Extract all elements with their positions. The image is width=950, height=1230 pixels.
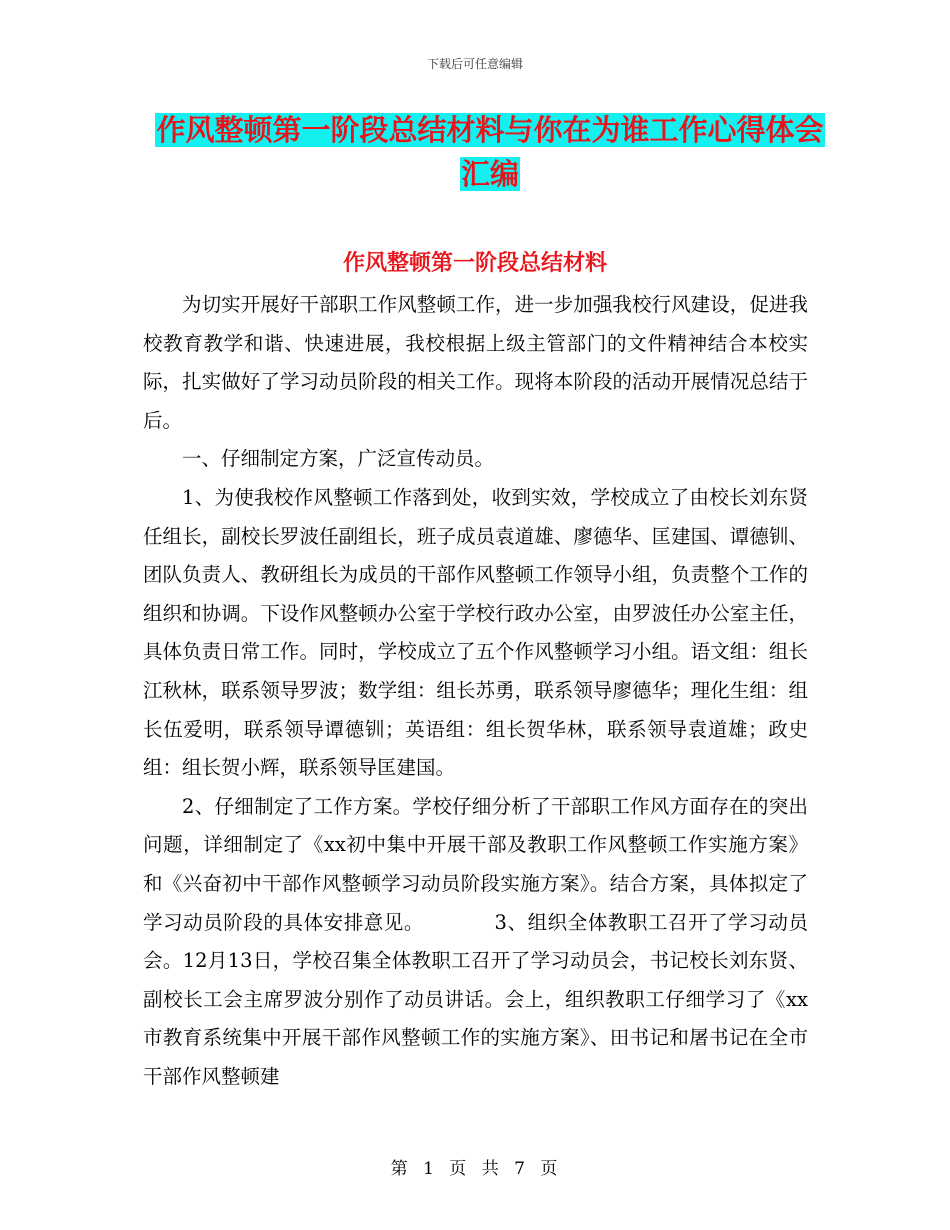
- document-title-line-2: 汇编: [460, 157, 519, 191]
- section-title: 作风整顿第一阶段总结材料: [342, 251, 607, 276]
- paragraph-heading-1: 一、仔细制定方案，广泛宣传动员。: [182, 447, 495, 471]
- paragraph-intro: 为切实开展好干部职工作风整顿工作，进一步加强我校行风建设，促进我校教育教学和谐、快速进展，我校根据上级主管部门的文件精神结合本校实际，扎实做好了学习动员阶段的相关工作。现将本阶段的活动开展情况总结于后。: [143, 293, 808, 432]
- paragraph-item-2: 2、仔细制定了工作方案。学校仔细分析了干部职工作风方面存在的突出问题，详细制定了《xx初中集中开展干部及教职工作风整顿工作实施方案》和《兴奋初中干部作风整顿学习动员阶段实施方案》。结合方案，具体拟定了学习动员阶段的具体安排意见。 3、组织全体教职工召开了学习动员会。12月13日，学校召集全体教职工召开了学习动员会，书记校长刘东贤、副校长工会主席罗波分别作了动员讲话。会上，组织教职工仔细学习了《xx市教育系统集中开展干部作风整顿工作的实施方案》、田书记和屠书记在全市干部作风整顿建: [143, 794, 808, 1088]
- body-text: [143, 286, 808, 1096]
- document-title-line-1: 作风整顿第一阶段总结材料与你在为谁工作心得体会: [156, 113, 824, 147]
- paragraph-item-1: 1、为使我校作风整顿工作落到处，收到实效，学校成立了由校长刘东贤任组长，副校长罗波任副组长，班子成员袁道雄、廖德华、匡建国、谭德钏、团队负责人、教研组长为成员的干部作风整顿工作领导小组，负责整个工作的组织和协调。下设作风整顿办公室于学校行政办公室，由罗波任办公室主任，具体负责日常工作。同时，学校成立了五个作风整顿学习小组。语文组：组长江秋林，联系领导罗波；数学组：组长苏勇，联系领导廖德华；理化生组：组长伍爱明，联系领导谭德钏；英语组：组长贺华林，联系领导袁道雄；政史组：组长贺小辉，联系领导匡建国。: [143, 485, 808, 780]
- header-note: 下载后可任意编辑: [426, 57, 523, 71]
- document-title: [150, 108, 830, 196]
- page-footer: 第 1 页 共 7 页: [390, 1159, 560, 1179]
